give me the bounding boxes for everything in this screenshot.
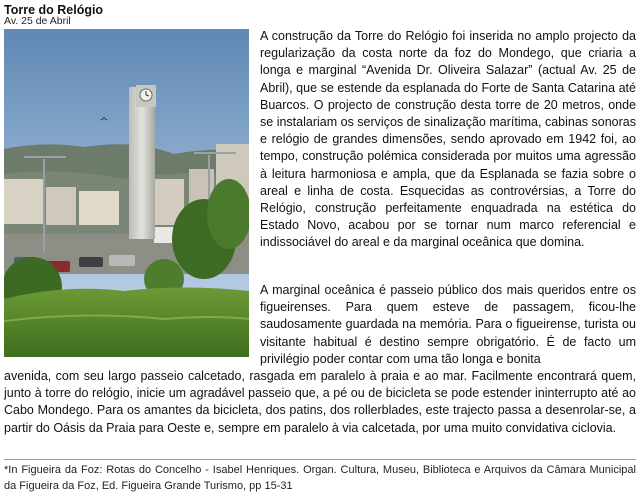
paragraph-2-top: A marginal oceânica é passeio público dos mais queridos entre os figueirenses. Para quem esteve de passagem, ficou-lhe saudosamente guardada na memória. Para o figueirense, turista ou visitante habitual é destino sempre obrigatório. É de facto um privilégio poder contar com uma tão longa e bonita <box>260 283 636 366</box>
article-column-text <box>260 28 636 252</box>
paragraph-1: A construção da Torre do Relógio foi inserida no amplo projecto da regularização da costa norte da foz do Mondego, que criaria a longa e marginal “Avenida Dr. Oliveira Salazar” (actual Av. 25 de Abril), que se estende da esplanada do Forte de Santa Catarina até Buarcos. O projecto de construção desta torre de 20 metros, onde se instalariam os serviços de sinalização marítima, cabinas sonoras e relógio de grandes dimensões, sendo aprovado em 1942 foi, ao tempo, construção polémica considerada por muitos uma agressão à leitura harmoniosa e ampla, que da Esplanada se fazia sobre o areal e linha de costa. Esquecidas as controvérsias, a Torre do Relógio, construção perfeitamente enquadrada na estética do Estado Novo, acabou por se tornar num marco referencial e indissociável do areal e da marginal oceânica que domina. <box>260 29 636 250</box>
clock-tower-photo <box>4 29 249 357</box>
footnote-divider <box>4 459 636 460</box>
paragraph-2-bottom: avenida, com seu largo passeio calcetado, rasgada em paralelo à praia e ao mar. Facilmente encontrará quem, junto à torre do relógio, inicie um agradável passeio que, a pé ou de bicicleta se pode estender ininterrupto até ao Cabo Mondego. Para os amantes da bicicleta, dos patins, dos rollerblades, este trajecto passa a desenrolar-se, a partir do Oásis da Praia para Oeste e, sempre em paralelo à via calcetada, por uma muito convidativa ciclovia. <box>4 369 636 435</box>
article-title: Torre do Relógio <box>4 3 104 17</box>
footnote-citation: *In Figueira da Foz: Rotas do Concelho - Isabel Henriques. Organ. Cultura, Museu, Biblioteca e Arquivos da Câmara Municipal da Figueira da Foz, Ed. Figueira Grande Turismo, pp 15-31 <box>4 464 636 492</box>
article-subtitle: Av. 25 de Abril <box>4 15 71 27</box>
